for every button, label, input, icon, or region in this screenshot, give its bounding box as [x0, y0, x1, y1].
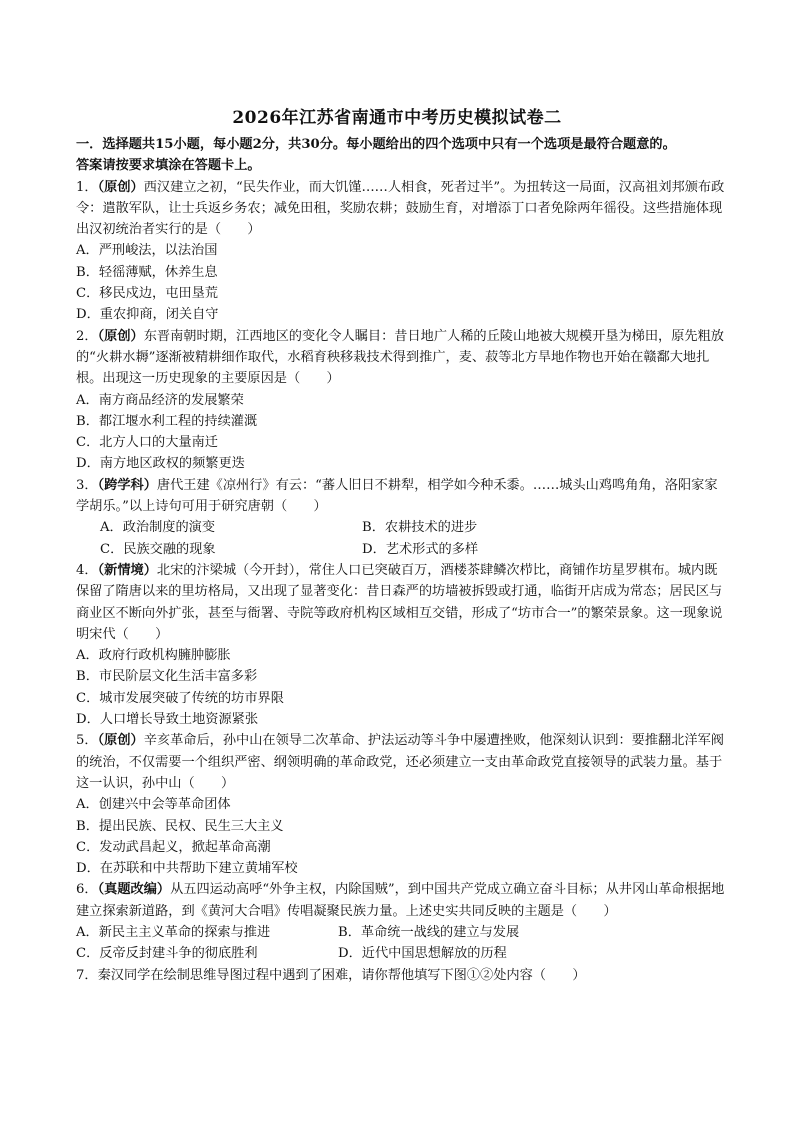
question-number: 3．	[76, 477, 98, 493]
option-b: B．轻徭薄赋，休养生息	[76, 264, 218, 280]
page-title: 2026年江苏省南通市中考历史模拟试卷二	[232, 108, 562, 128]
option-a: A．政府行政机构臃肿膨胀	[76, 648, 231, 664]
exam-content	[76, 134, 726, 986]
question-tag: （跨学科）	[97, 477, 157, 493]
question-tag: （原创）	[97, 328, 144, 344]
question-number: 4．	[76, 562, 98, 578]
question-6	[76, 879, 726, 964]
option-c: C．移民戍边，屯田垦荒	[76, 286, 218, 302]
section-instructions	[76, 134, 726, 177]
option-c: C．民族交融的现象	[100, 541, 216, 557]
section-line-1: 一．选择题共15小题，每小题2分，共30分。每小题给出的四个选项中只有一个选项是最符合题意的。	[76, 137, 676, 152]
question-stem: 北宋的汴梁城（今开封），常住人口已突破百万，酒楼茶肆鳞次栉比，商铺作坊星罗棋布。城内既保留了隋唐以来的里坊格局，又出现了显著变化：昔日森严的坊墙被拆毁或打通，临街开店成为常态；居民区与商业区不断向外扩张，甚至与衙署、寺院等政府机构区域相互交错，形成了“坊市合一”的繁荣景象。这一现象说明宋代（ ）	[76, 562, 723, 642]
option-c: C．北方人口的大量南迁	[76, 435, 218, 451]
question-2	[76, 326, 726, 475]
option-d: D．人口增长导致土地资源紧张	[76, 712, 259, 728]
option-a: A．政治制度的演变	[100, 520, 216, 536]
options-grid	[100, 517, 726, 560]
question-1	[76, 177, 726, 326]
question-number: 6．	[76, 882, 98, 898]
question-4	[76, 560, 726, 730]
option-b: B．都江堰水利工程的持续灌溉	[76, 413, 258, 429]
question-5	[76, 730, 726, 879]
question-stem: 唐代王建《凉州行》有云：“蕃人旧日不耕犁，相学如今种禾黍。……城头山鸡鸣角角，洛阳家家学胡乐。”以上诗句可用于研究唐朝（ ）	[76, 477, 718, 515]
section-line-2: 答案请按要求填涂在答题卡上。	[76, 158, 261, 174]
question-stem: 辛亥革命后，孙中山在领导二次革命、护法运动等斗争中屡遭挫败，他深刻认识到：要推翻北洋军阀的统治，不仅需要一个组织严密、纲领明确的革命政党，还必须建立一支由革命政党直接领导的武装力量。基于这一认识，孙中山（ ）	[76, 733, 724, 791]
question-stem: 西汉建立之初，“民失作业，而大饥馑……人相食，死者过半”。为扭转这一局面，汉高祖刘邦颁布政令：遣散军队，让士兵返乡务农；减免田租，奖励农耕；鼓励生育，对增添丁口者免除两年徭役。这些措施体现出汉初统治者实行的是（ ）	[76, 179, 725, 238]
option-b: B．农耕技术的进步	[362, 520, 478, 536]
option-d: D．南方地区政权的频繁更迭	[76, 456, 245, 472]
option-b: B．市民阶层文化生活丰富多彩	[76, 669, 258, 685]
option-c: C．发动武昌起义，掀起革命高潮	[76, 839, 271, 855]
question-7	[76, 965, 726, 986]
option-d: D．重农抑商，闭关自守	[76, 307, 219, 323]
question-3	[76, 475, 726, 560]
question-tag: （真题改编）	[97, 882, 171, 898]
option-b: B．提出民族、民权、民生三大主义	[76, 818, 284, 834]
option-c: C．城市发展突破了传统的坊市界限	[76, 690, 284, 706]
question-tag: （原创）	[97, 733, 144, 749]
option-a: A．南方商品经济的发展繁荣	[76, 392, 244, 408]
question-tag: （新情境）	[97, 562, 157, 578]
question-number: 7．	[76, 967, 98, 983]
option-d: D．在苏联和中共帮助下建立黄埔军校	[76, 861, 298, 877]
question-tag: （原创）	[97, 179, 144, 195]
option-a: A．新民主主义革命的探索与推进	[76, 924, 271, 940]
option-b: B．革命统一战线的建立与发展	[338, 924, 520, 940]
option-d: D．近代中国思想解放的历程	[338, 946, 507, 962]
option-d: D．艺术形式的多样	[362, 541, 479, 557]
question-stem: 东晋南朝时期，江西地区的变化令人瞩目：昔日地广人稀的丘陵山地被大规模开垦为梯田，原先粗放的“火耕水耨”逐渐被精耕细作取代，水稻育秧移栽技术得到推广，麦、菽等北方旱地作物也开始在赣鄱大地扎根。出现这一历史现象的主要原因是（ ）	[76, 328, 724, 387]
option-a: A．创建兴中会等革命团体	[76, 797, 231, 813]
question-number: 5．	[76, 733, 98, 749]
option-c: C．反帝反封建斗争的彻底胜利	[76, 946, 258, 962]
question-number: 1．	[76, 179, 98, 195]
options-grid	[76, 922, 726, 965]
question-stem: 秦汉同学在绘制思维导图过程中遇到了困难，请你帮他填写下图①②处内容（ ）	[97, 967, 586, 983]
question-stem: 从五四运动高呼“外争主权，内除国贼”，到中国共产党成立确立奋斗目标；从井冈山革命根据地建立探索新道路，到《黄河大合唱》传唱凝聚民族力量。上述史实共同反映的主题是（ ）	[76, 882, 725, 919]
question-number: 2．	[76, 328, 98, 344]
option-a: A．严刑峻法，以法治国	[76, 243, 218, 259]
